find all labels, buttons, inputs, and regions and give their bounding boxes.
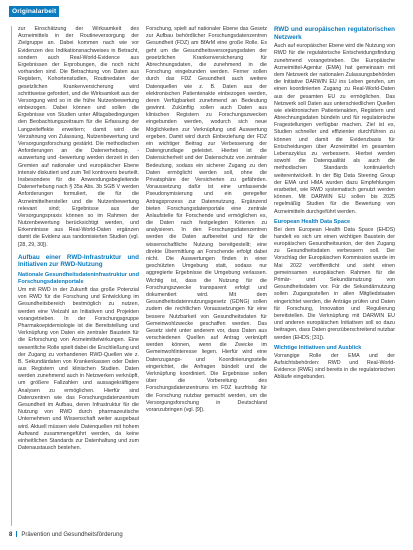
subsection-heading: Nationale Gesundheitsdateninfrastruktur und Forschungsdatenportale [18,272,139,285]
paragraph: Bei dem European Health Data Space (EHDS) handelt es sich um einen wichtigen Baustein der europäischen Gesundheitsunion, der den Zugang zu Gesundheitsdaten verbessern soll. Der Vorschlag der Europäischen Kommission wurde im Mai 2022 veröffentlicht und sieht einen gemeinsamen europäischen Rahmen für die Primär- und Sekundärnutzung von Gesundheitsdaten vor. Für die Sekundärnutzung sollen Zugangsstellen in allen Mitgliedstaaten eingerichtet werden, die Anträge prüfen und Daten für Forschung, Innovation und Regulierung bereitstellen. Die Verknüpfung mit DARWIN EU und anderen europäischen Initiativen soll so dazu beitragen, dass Daten grenzüberschreitend nutzbar werden (EHDS; [31]). [274,226,395,341]
paragraph: zur Einschätzung der Wirksamkeit des Arzneimittels in der Routineversorgung der Zielgruppe an. Dabei kommen nach wie vor Evidenzen des Indikationsnachweises in Betracht, sondern auch Real-World-Evidence aus Ergebnissen der Erprobungen, die noch nicht vorhanden sind. Die Betrachtung von Daten aus Registern, Kohortenstudien, Routinedaten der gesetzlichen Krankenversicherung wird schrittweise gefordert, und die Wirksamkeit aus der Versorgung wird so in die frühe Nutzenbewertung einbezogen. Dabei können und sollen die Ergebnisse von Studien unter Alltagsbedingungen den Beobachtungszeitraum für die Erfassung der Langzeiteffekte erweitern; damit wird die Verzahnung von Zulassung, Nutzenbewertung und Versorgungsforschung gestärkt. Die methodischen Anforderungen an die Datenerhebung, -auswertung und -bewertung werden derzeit in den Gremien auf nationaler und europäischer Ebene intensiv diskutiert und zum Teil kontrovers beurteilt. Insbesondere für die Anwendungsbegleitende Datenerhebung nach § 35a Abs. 3b SGB V werden Anforderungen formuliert, die für die Arzneimittelhersteller und die Nutzenbewertung relevant sind; Ergebnisse aus der Versorgungspraxis können so im Rahmen der Nutzenbewertung berücksichtigt werden, und Erkenntnisse aus Real-World-Daten ergänzen damit die Evidenz aus randomisierten Studien (vgl. [28, 29, 30]). [18,26,139,248]
paragraph: Um mit RWD in der Zukunft das große Potenzial von RWD für die Forschung und Entwicklung im Gesundheitsbereich bestmöglich zu nutzen, werden eine Vielzahl an Initiativen und Projekten vorangetrieben. In der Forschungsgruppe Pharmakoepidemiologie ist die Bereitstellung und Verknüpfung von Daten ein zentraler Baustein für die Erforschung von Arzneimittelwirkungen. Eine wesentliche Rolle spielt dabei die Erschließung und der Zugang zu vorhandenen RWD-Quellen wie z. B. Sekundärdaten von Krankenkassen oder Daten aus Registern und klinischen Studien. Daten werden zunehmend auch in Netzwerken verknüpft, um größere Fallzahlen und aussagekräftigere Analysen zu ermöglichen. Hierfür sind Datenzentren wie das Forschungsdatenzentrum Gesundheit im Aufbau, deren Infrastruktur für die Nutzung von RWD durch pharmazeutische Unternehmen und Wissenschaft weiter ausgebaut wird. Aktuell müssen viele Datenquellen mit hohem Aufwand zusammengeführt werden, da keine einheitlichen Standards zur Datenhaltung und zum Datenaustausch bestehen. [18,287,139,452]
text-column-3 [274,26,395,381]
page-footer [9,531,123,538]
paragraph: Auch auf europäischer Ebene wird die Nutzung von RWD für die regulatorische Entscheidungsfindung zunehmend vorangetrieben. Die Europäische Arzneimittel-Agentur (EMA) hat gemeinsam mit dem Netzwerk der nationalen Zulassungsbehörden die Initiative DARWIN EU ins Leben gerufen, um einen koordinierten Zugang zu Real-World-Daten aus der gesamten EU zu ermöglichen. Das Netzwerk soll Daten aus unterschiedlichen Quellen wie elektronischen Patientenakten, Registern und Abrechnungsdaten bündeln und für regulatorische Fragestellungen verfügbar machen. Ziel ist es, Studien schneller und effizienter durchführen zu können und damit die Evidenzbasis für Entscheidungen über Arzneimittel im gesamten Lebenszyklus zu verbessern. Hierbei werden sowohl die Datenqualität als auch die methodischen Standards kontinuierlich weiterentwickelt. In der Big Data Steering Group der EMA und HMA wurden dazu Empfehlungen erarbeitet, wie RWD systematisch genutzt werden können. Mit DARWIN EU sollen bis 2025 regelmäßig Studien für die Bewertung von Arzneimitteln durchgeführt werden. [274,43,395,215]
section-heading: RWD und europäischen regulatorischen Netzwerk [274,26,395,41]
article-type-tag: Originalarbeit [9,6,59,17]
paragraph: Vorrangige Rolle der EMA und der Aufsichtsbehörden: RWD und Real-World-Evidence (RWE) sind bereits in die regulatorischen Abläufe eingebunden. [274,352,395,381]
text-column-1 [18,26,139,452]
margin-rule [11,26,12,526]
section-heading: Aufbau einer RWD-Infrastruktur und Initiativen zur RWD-Nutzung [18,253,139,269]
page-number: 8 [9,532,13,538]
footer-divider [16,531,17,537]
subsection-heading: Wichtige Initiativen und Ausblick [274,344,362,351]
paragraph: Forschung, spielt auf nationaler Ebene das Gesetz zur Aufbau behördlicher Forschungsdatenzentren Gesundheit (FDZ) am BfArM eine große Rolle. Es geht um die Gesundheitsversorgungsdaten der gesetzlichen Krankenversicherung für Abrechnungsdaten, die zunehmend in die Forschung eingebunden werden. Ferner sollen durch das FDZ Gesundheit auch weitere Datenquellen wie z. B. Daten aus der elektronischen Patientenakte einbezogen werden, deren Verfügbarkeit zunehmend an Bedeutung gewinnt. Zukünftig sollen auch Daten aus klinischen Registern zu Forschungszwecken eingebunden werden, wodurch sich neue Möglichkeiten zur Verknüpfung und Auswertung ergeben. Damit wird durch Einbeziehung der FDZ ein wichtiger Beitrag zur Verbesserung der Datengrundlage geleistet. Hierbei ist die Datensicherheit und der Datenschutz von zentraler Bedeutung, sodass ein sicherer Zugang zu den Daten ermöglicht werden soll, ohne die Privatsphäre der Versicherten zu gefährden. Voraussetzung dafür ist eine umfassende Pseudonymisierung und ein geregelter Antragsprozess zur Datennutzung. Ergänzend bieten Forschungsdatenportale eine zentrale Anlaufstelle für Forschende und ermöglichen es, die Daten nach festgelegten Kriterien zu analysieren. In den Forschungsdatenzentren werden die Daten aufbereitet und für die wissenschaftliche Nutzung bereitgestellt; eine direkte Übermittlung an Forschende erfolgt dabei nicht. Die Auswertungen finden in einer geschützten Umgebung statt, sodass nur aggregierte Ergebnisse die Umgebung verlassen. Wichtig ist, dass die Nutzung für die Forschungszwecke transparent erfolgt und dokumentiert wird. Mit dem Gesundheitsdatennutzungsgesetz (GDNG) sollen zudem die rechtlichen Voraussetzungen für eine bessere Nutzbarkeit von Gesundheitsdaten für Gemeinwohlzwecke geschaffen werden. Das Gesetz sieht unter anderem vor, dass Daten aus verschiedenen Quellen auf Antrag verknüpft werden können, wenn die Zwecke im Gemeinwohlinteresse liegen. Hierfür wird eine Datenzugangs- und Koordinierungsstelle eingerichtet, die Anfragen bündelt und die Verknüpfung koordiniert. Die Ergebnisse sollen über die Vorbereitung des Forschungsdatenzentrums im FDZ kurzfristig für die Forschung nutzbar gemacht werden, um die Versorgungsforschung in Deutschland voranzubringen (vgl. [9]). [146,26,267,413]
journal-name: Prävention und Gesundheitsförderung [21,532,123,538]
text-column-2 [146,26,267,414]
header-bar [0,0,413,14]
subsection-heading: European Health Data Space [274,218,351,225]
